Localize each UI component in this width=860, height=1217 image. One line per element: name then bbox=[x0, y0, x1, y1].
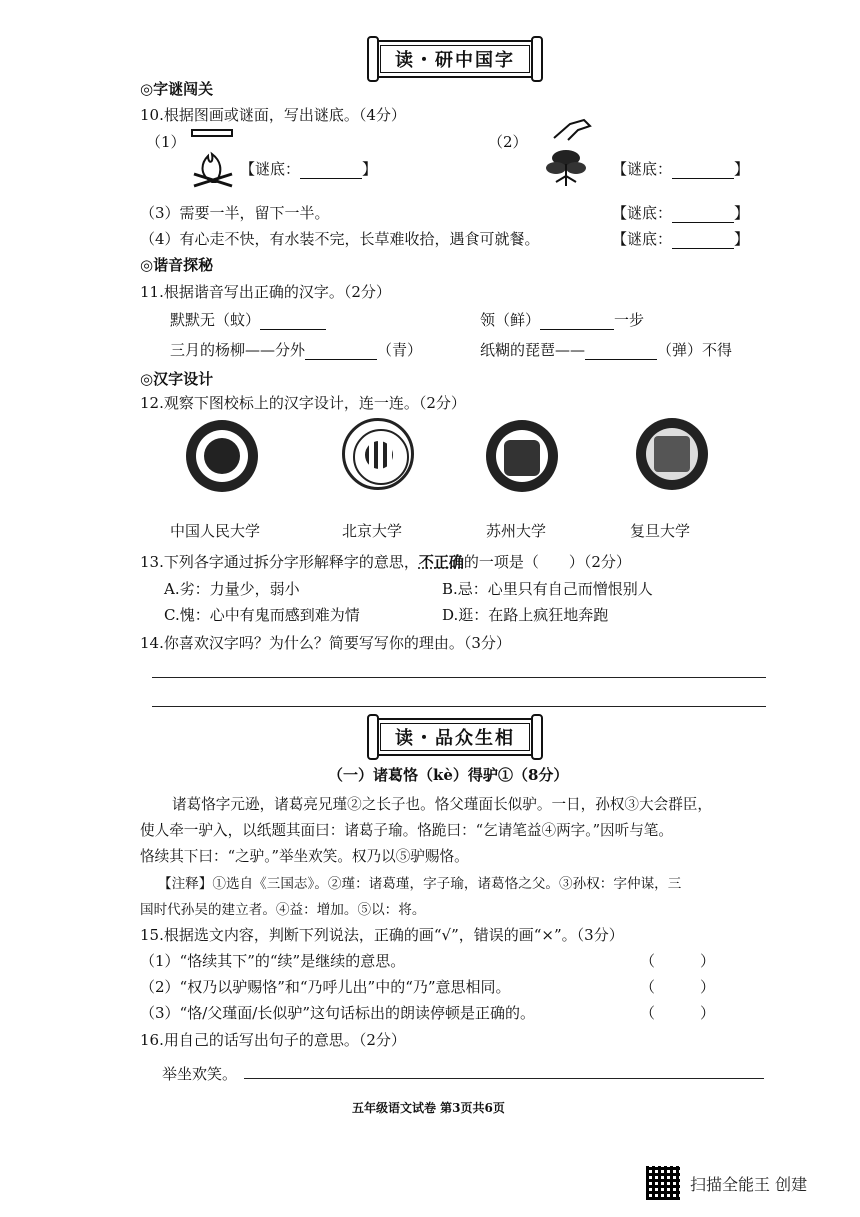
q11-b bbox=[480, 309, 644, 330]
university-name-2[interactable]: 北京大学 bbox=[342, 522, 403, 540]
question-13 bbox=[140, 551, 631, 572]
q11-c bbox=[170, 339, 422, 360]
q13-option-b[interactable]: B.忌：心里只有自己而憎恨别人 bbox=[442, 580, 653, 598]
answer-blank-3[interactable] bbox=[672, 204, 734, 223]
note-line-2: 国时代孙吴的建立者。④益：增加。⑤以：将。 bbox=[140, 902, 426, 918]
q13-emphasis: 不正确 bbox=[418, 553, 464, 571]
q10-4: （4）有心走不快，有水装不完，长草难收拾，遇食可就餐。 bbox=[140, 230, 540, 248]
answer-open: 【谜底： bbox=[612, 160, 673, 178]
answer-open: 【谜底： bbox=[612, 230, 673, 248]
q11-b-post: 一步 bbox=[614, 311, 645, 329]
q10-4-answer bbox=[612, 228, 749, 249]
question-14: 14.你喜欢汉字吗？为什么？简要写写你的理由。（3分） bbox=[140, 634, 511, 652]
renmin-university-seal-icon[interactable] bbox=[342, 418, 414, 490]
university-name-4[interactable]: 复旦大学 bbox=[630, 522, 691, 540]
answer-line-1[interactable] bbox=[152, 677, 766, 678]
q15-item-2: （2）“权乃以驴赐恪”和“乃呼儿出”中的“乃”意思相同。 bbox=[140, 978, 511, 996]
subheading-design: ◎汉字设计 bbox=[140, 370, 214, 388]
question-10: 10.根据图画或谜面，写出谜底。（4分） bbox=[140, 106, 406, 124]
qr-code-icon bbox=[646, 1166, 680, 1200]
passage-line-1: 诸葛恪字元逊，诸葛亮兄瑾②之长子也。恪父瑾面长似驴。一日，孙权③大会群臣， bbox=[172, 796, 712, 813]
q10-3: （3）需要一半，留下一半。 bbox=[140, 204, 330, 222]
q11-d bbox=[480, 339, 732, 360]
passage-title: （一）诸葛恪（kè）得驴①（8分） bbox=[328, 766, 569, 784]
q11-d-blank[interactable] bbox=[585, 341, 657, 360]
page-footer: 五年级语文试卷 第3页共6页 bbox=[352, 1101, 505, 1115]
question-11: 11.根据谐音写出正确的汉字。（2分） bbox=[140, 283, 391, 301]
q13-option-c[interactable]: C.愧：心中有鬼而感到难为情 bbox=[164, 606, 360, 624]
q11-c-text: 三月的杨柳——分外 bbox=[170, 341, 306, 359]
subheading-riddle: ◎字谜闯关 bbox=[140, 80, 214, 98]
q11-d-post: （弹）不得 bbox=[657, 341, 733, 359]
university-name-3[interactable]: 苏州大学 bbox=[486, 522, 547, 540]
answer-close: 】 bbox=[734, 230, 750, 248]
q15-item-1: （1）“恪续其下”的“续”是继续的意思。 bbox=[140, 952, 406, 970]
answer-close: 】 bbox=[362, 160, 378, 178]
university-name-1[interactable]: 中国人民大学 bbox=[170, 522, 261, 540]
q11-a-blank[interactable] bbox=[260, 311, 326, 330]
question-15: 15.根据选文内容，判断下列说法，正确的画“√”，错误的画“×”。（3分） bbox=[140, 926, 624, 944]
q11-b-text: 领（鲜） bbox=[480, 311, 541, 329]
fudan-university-seal-icon[interactable] bbox=[486, 420, 558, 492]
q15-paren-1[interactable]: （ ） bbox=[640, 952, 716, 970]
section-banner-1 bbox=[372, 40, 538, 78]
q11-c-blank[interactable] bbox=[305, 341, 377, 360]
q10-2-answer bbox=[612, 158, 749, 179]
answer-close: 】 bbox=[734, 204, 750, 222]
q13-text: 13.下列各字通过拆分字形解释字的意思， bbox=[140, 553, 419, 571]
q16-prompt: 举坐欢笑。 bbox=[162, 1065, 238, 1083]
section-title-1: 读・研中国字 bbox=[380, 45, 530, 73]
q15-item-3: （3）“恪/父瑾面/长似驴”这句话标出的朗读停顿是正确的。 bbox=[140, 1004, 535, 1022]
campfire-icon bbox=[188, 126, 238, 190]
note-line-1: 【注释】①选自《三国志》。②瑾：诸葛瑾，字子瑜，诸葛恪之父。③孙权：字仲谋，三 bbox=[158, 876, 682, 892]
q13-post: 的一项是（ ）（2分） bbox=[463, 553, 631, 571]
q10-1-number: （1） bbox=[146, 133, 186, 151]
answer-blank-2[interactable] bbox=[672, 160, 734, 179]
section-title-2: 读・品众生相 bbox=[380, 723, 530, 751]
answer-blank-1[interactable] bbox=[300, 160, 362, 179]
answer-blank-4[interactable] bbox=[672, 230, 734, 249]
q11-a-text: 默默无（蚊） bbox=[170, 311, 261, 329]
passage-line-2: 使人牵一驴入，以纸题其面曰：诸葛子瑜。恪跪曰：“乞请笔益④两字。”因听与笔。 bbox=[140, 822, 673, 839]
answer-close: 】 bbox=[734, 160, 750, 178]
q10-3-answer bbox=[612, 202, 749, 223]
hand-picking-flower-icon bbox=[540, 116, 594, 188]
q13-option-d[interactable]: D.逛：在路上疯狂地奔跑 bbox=[442, 606, 609, 624]
q13-option-a[interactable]: A.劣：力量少，弱小 bbox=[164, 580, 300, 598]
q10-1-answer bbox=[240, 158, 377, 179]
q16-answer-line[interactable] bbox=[244, 1078, 764, 1079]
q15-paren-3[interactable]: （ ） bbox=[640, 1004, 716, 1022]
question-12: 12.观察下图校标上的汉字设计，连一连。（2分） bbox=[140, 394, 466, 412]
question-16: 16.用自己的话写出句子的意思。（2分） bbox=[140, 1031, 406, 1049]
answer-open: 【谜底： bbox=[240, 160, 301, 178]
q11-a bbox=[170, 309, 326, 330]
q15-paren-2[interactable]: （ ） bbox=[640, 978, 716, 996]
q11-d-text: 纸糊的琵琶—— bbox=[480, 341, 586, 359]
answer-open: 【谜底： bbox=[612, 204, 673, 222]
q10-2-number: （2） bbox=[488, 133, 528, 151]
soochow-university-seal-icon[interactable] bbox=[636, 418, 708, 490]
scanner-watermark: 扫描全能王 创建 bbox=[690, 1175, 808, 1194]
peking-university-seal-icon[interactable] bbox=[186, 420, 258, 492]
section-banner-2 bbox=[372, 718, 538, 756]
q11-c-post: （青） bbox=[377, 341, 423, 359]
q11-b-blank[interactable] bbox=[540, 311, 614, 330]
passage-line-3: 恪续其下曰：“之驴。”举坐欢笑。权乃以⑤驴赐恪。 bbox=[140, 848, 469, 865]
answer-line-2[interactable] bbox=[152, 706, 766, 707]
subheading-homophone: ◎谐音探秘 bbox=[140, 256, 214, 274]
